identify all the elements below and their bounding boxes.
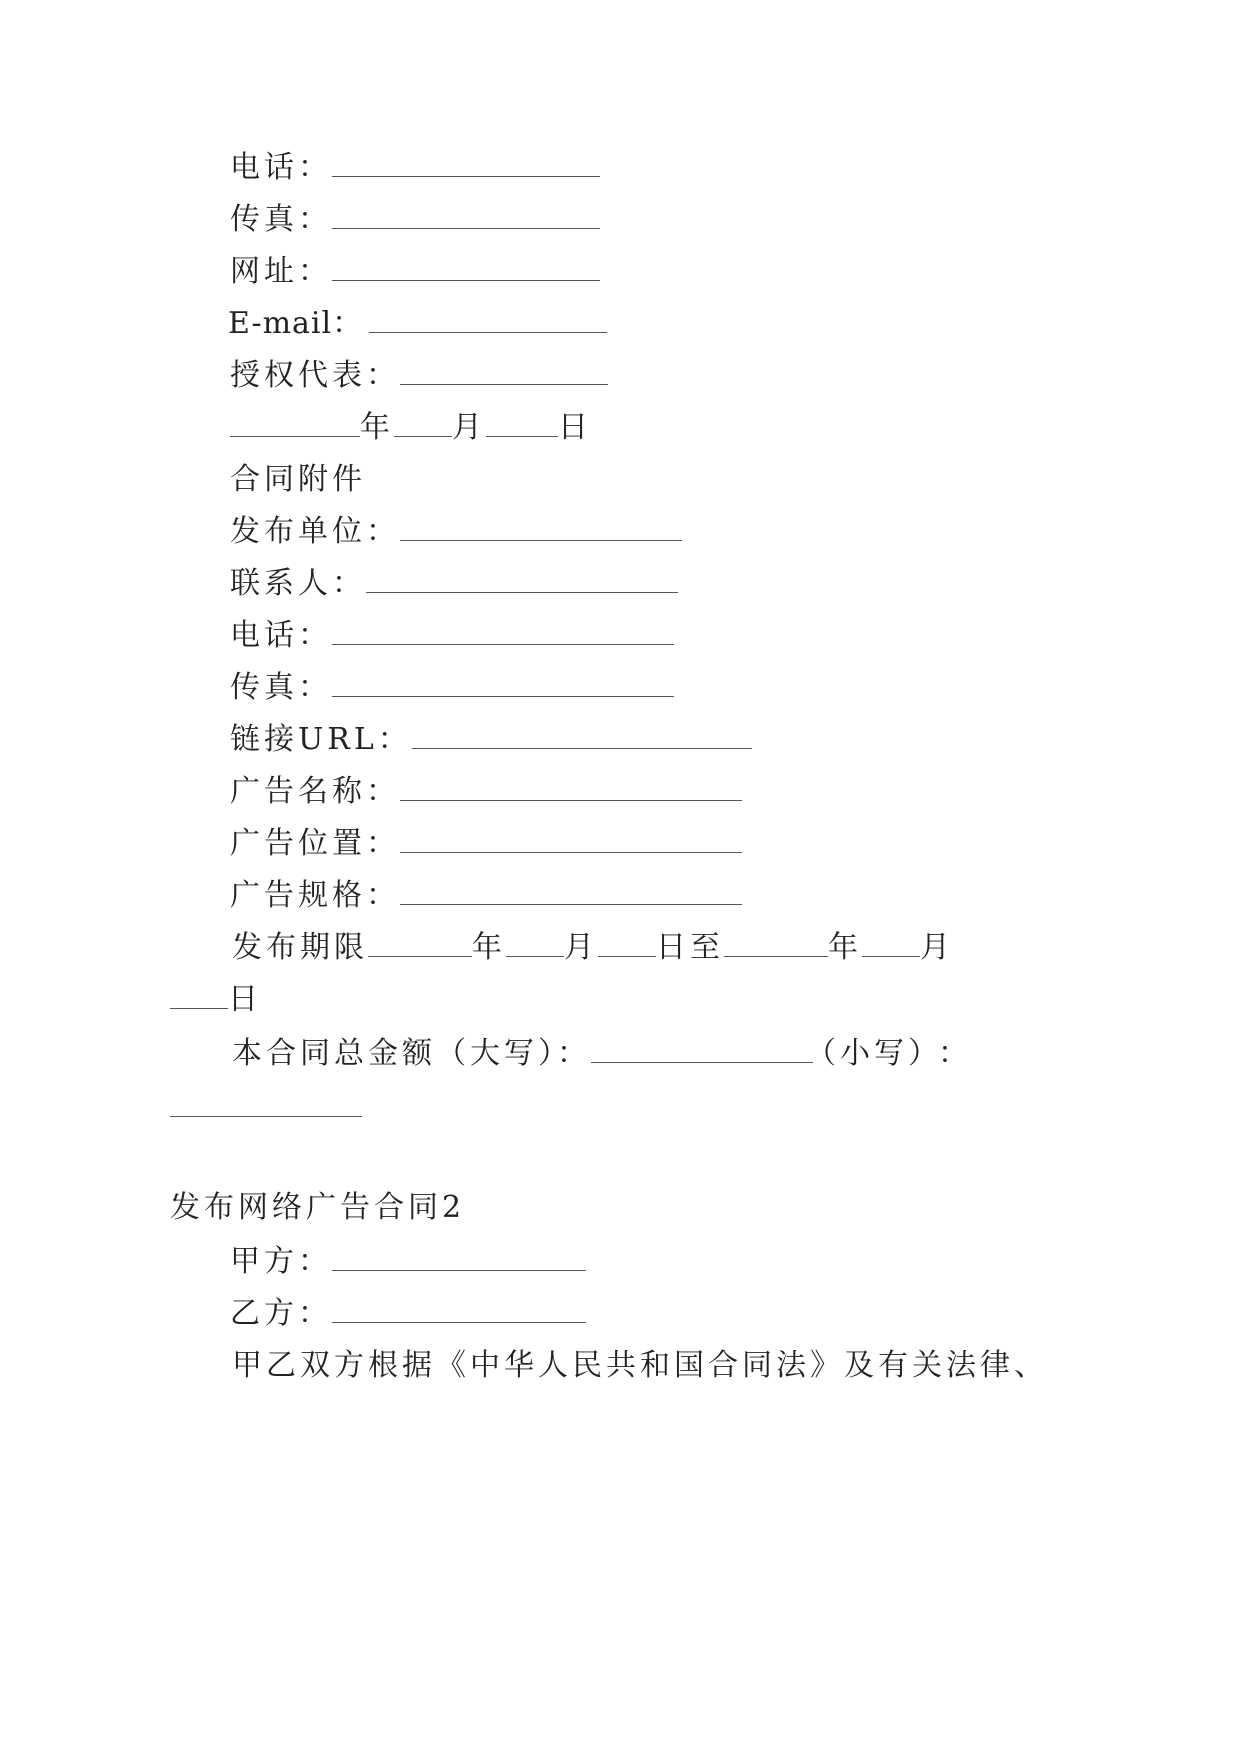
ad-spec-line <box>230 876 742 916</box>
authorized-rep-blank <box>400 360 608 385</box>
annex-phone-line <box>230 616 674 656</box>
ad-name-line <box>230 772 742 812</box>
ad-position-line <box>230 824 742 864</box>
party-a-label: 甲方： <box>230 1244 332 1279</box>
party-b-label: 乙方： <box>230 1296 332 1331</box>
period-year-blank <box>368 932 472 957</box>
period-year-label: 年 <box>472 930 506 965</box>
date-year-blank <box>230 412 360 437</box>
period-day-blank <box>598 932 656 957</box>
amount-capital-blank <box>591 1038 813 1063</box>
period-month2-blank <box>862 932 920 957</box>
ad-position-label: 广告位置： <box>230 826 400 861</box>
fax-line <box>230 200 600 240</box>
date-month-blank <box>394 412 452 437</box>
fax-label: 传真： <box>230 202 332 237</box>
period-line <box>232 928 954 968</box>
date-day-blank <box>486 412 558 437</box>
period-continuation-line <box>170 980 262 1020</box>
date-month-label: 月 <box>452 410 486 445</box>
amount-small-label: （小写） <box>806 1036 942 1071</box>
ad-name-blank <box>400 776 742 801</box>
party-b-blank <box>332 1298 586 1323</box>
period-year2-label: 年 <box>828 930 862 965</box>
authorized-rep-line <box>230 356 608 396</box>
annex-title: 合同附件 <box>230 462 366 497</box>
party-a-blank <box>332 1246 586 1271</box>
contact-person-line <box>230 564 678 604</box>
ad-name-label: 广告名称： <box>230 774 400 809</box>
email-label: E-mail： <box>228 306 364 341</box>
period-month-blank <box>506 932 564 957</box>
publisher-label: 发布单位： <box>230 514 400 549</box>
annex-fax-label: 传真： <box>230 670 332 705</box>
amount-label: 本合同总金额（大写）： <box>232 1036 591 1071</box>
website-line <box>230 252 600 292</box>
publisher-line <box>230 512 682 552</box>
amount-small-blank <box>170 1092 362 1117</box>
authorized-rep-label: 授权代表： <box>230 358 400 393</box>
email-line <box>228 304 607 344</box>
party-a-line <box>230 1242 586 1282</box>
date-line <box>230 408 592 448</box>
amount-line <box>232 1034 813 1074</box>
contract2-title: 发布网络广告合同2 <box>170 1190 466 1225</box>
publisher-blank <box>400 516 682 541</box>
ad-spec-label: 广告规格： <box>230 878 400 913</box>
amount-colon: ： <box>938 1036 972 1071</box>
period-day2-label: 日 <box>228 982 262 1017</box>
link-url-label: 链接URL： <box>230 722 412 757</box>
email-blank <box>369 308 607 333</box>
party-b-line <box>230 1294 586 1334</box>
link-url-line <box>230 720 752 760</box>
period-day-to-label: 日至 <box>656 930 724 965</box>
period-month2-label: 月 <box>920 930 954 965</box>
fax-blank <box>332 204 600 229</box>
phone-line <box>230 148 600 188</box>
annex-fax-blank <box>332 672 674 697</box>
ad-spec-blank <box>400 880 742 905</box>
period-day2-blank <box>170 984 228 1009</box>
website-blank <box>332 256 600 281</box>
phone-blank <box>332 152 600 177</box>
date-year-label: 年 <box>360 410 394 445</box>
annex-phone-blank <box>332 620 674 645</box>
date-day-label: 日 <box>558 410 592 445</box>
website-label: 网址： <box>230 254 332 289</box>
annex-fax-line <box>230 668 674 708</box>
period-label: 发布期限 <box>232 930 368 965</box>
link-url-blank <box>412 724 752 749</box>
annex-phone-label: 电话： <box>230 618 332 653</box>
ad-position-blank <box>400 828 742 853</box>
period-year2-blank <box>724 932 828 957</box>
phone-label: 电话： <box>230 150 332 185</box>
amount-small-line <box>170 1088 362 1128</box>
contract2-intro: 甲乙双方根据《中华人民共和国合同法》及有关法律、 <box>232 1348 1048 1383</box>
contact-person-blank <box>366 568 678 593</box>
contact-person-label: 联系人： <box>230 566 366 601</box>
period-month-label: 月 <box>564 930 598 965</box>
